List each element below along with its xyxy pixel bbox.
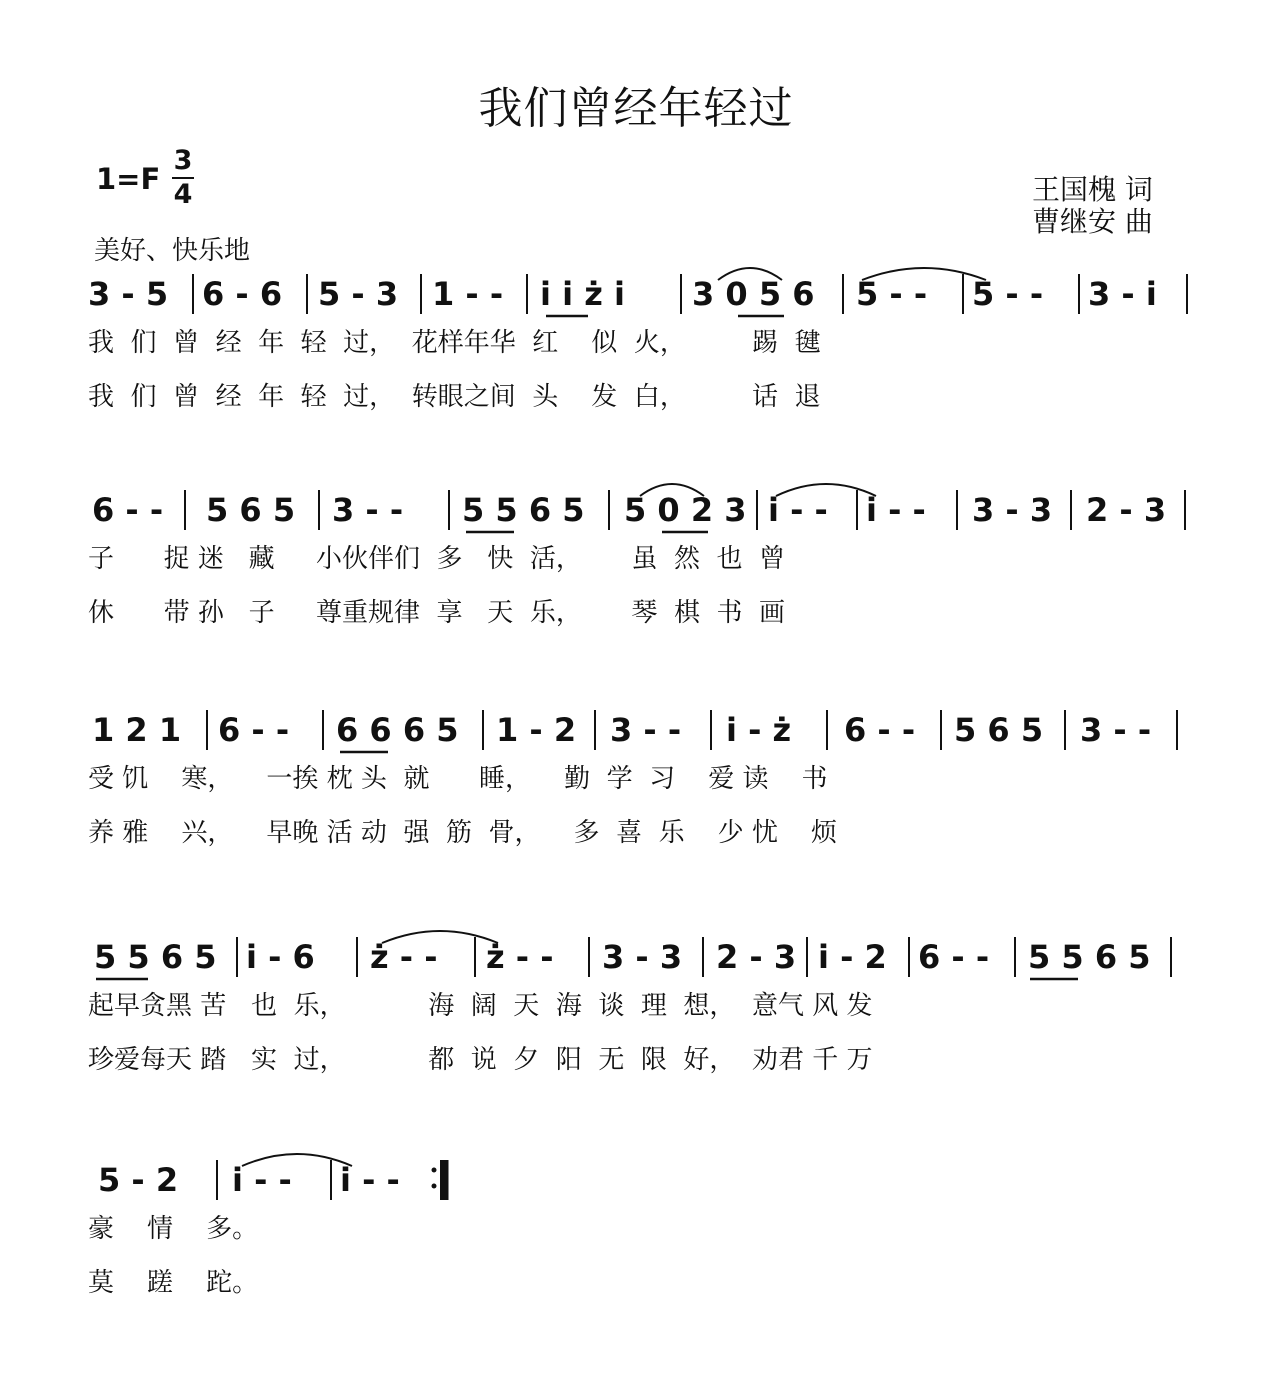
lyrics-verse-1: 起早贪黑 苦 也 乐， 海 阔 天 海 谈 理 想， 意气 风 发 bbox=[88, 991, 873, 1021]
measure: 6 - - bbox=[92, 491, 164, 529]
measure: i - - bbox=[866, 491, 926, 529]
bar-line bbox=[474, 937, 476, 977]
measure: 1 2 1 bbox=[92, 711, 182, 749]
measure: ż - - bbox=[486, 938, 554, 976]
lyrics-verse-2: 莫 蹉 跎。 bbox=[88, 1268, 259, 1298]
notes-line bbox=[0, 1158, 1272, 1206]
tempo-marking: 美好、快乐地 bbox=[94, 236, 251, 266]
bar-line bbox=[236, 937, 238, 977]
measure: i - - bbox=[768, 491, 828, 529]
song-title: 我们曾经年轻过 bbox=[478, 83, 794, 134]
bar-line bbox=[184, 490, 186, 530]
score-system bbox=[0, 935, 1272, 1075]
measure: 3 - - bbox=[332, 491, 404, 529]
measure: 5 6 5 bbox=[206, 491, 296, 529]
measure: 6 6 6 5 bbox=[336, 711, 459, 749]
bar-line bbox=[1070, 490, 1072, 530]
notes-line bbox=[0, 272, 1272, 320]
lyrics-verse-1: 受 饥 寒， 一挨 枕 头 就 睡， 勤 学 习 爱 读 书 bbox=[88, 764, 828, 794]
bar-line bbox=[588, 937, 590, 977]
bar-line bbox=[710, 710, 712, 750]
time-signature bbox=[172, 146, 194, 210]
bar-line bbox=[1176, 710, 1178, 750]
measure: 5 - 2 bbox=[98, 1161, 179, 1199]
measure: 3 - - bbox=[1080, 711, 1152, 749]
time-signature-top: 3 bbox=[173, 145, 193, 176]
measure: i - 6 bbox=[246, 938, 315, 976]
measure: i - 2 bbox=[818, 938, 887, 976]
measure: 5 5 6 5 bbox=[94, 938, 217, 976]
bar-line bbox=[1078, 274, 1080, 314]
measure: 2 - 3 bbox=[1086, 491, 1167, 529]
measure: 3 0 5 6 bbox=[692, 275, 815, 313]
measure: 3 - 3 bbox=[972, 491, 1053, 529]
measure: 3 - 3 bbox=[602, 938, 683, 976]
bar-line bbox=[1184, 490, 1186, 530]
bar-line bbox=[306, 274, 308, 314]
measure: 6 - - bbox=[844, 711, 916, 749]
measure: 2 - 3 bbox=[716, 938, 797, 976]
measure: 5 5 6 5 bbox=[1028, 938, 1151, 976]
measure: 5 - 3 bbox=[318, 275, 399, 313]
bar-line bbox=[608, 490, 610, 530]
measure: i - ż bbox=[726, 711, 792, 749]
bar-line bbox=[216, 1160, 218, 1200]
bar-line bbox=[756, 490, 758, 530]
notes-line bbox=[0, 488, 1272, 536]
score-system bbox=[0, 272, 1272, 412]
measure: 6 - - bbox=[918, 938, 990, 976]
lyrics-verse-2: 养 雅 兴， 早晚 活 动 强 筋 骨， 多 喜 乐 少 忧 烦 bbox=[88, 818, 837, 848]
score-system bbox=[0, 488, 1272, 628]
bar-line bbox=[680, 274, 682, 314]
bar-line bbox=[482, 710, 484, 750]
measure: 3 - 5 bbox=[88, 275, 169, 313]
measure: 5 - - bbox=[972, 275, 1044, 313]
bar-line bbox=[330, 1160, 332, 1200]
repeat-end-bar-line bbox=[440, 1160, 445, 1200]
bar-line bbox=[956, 490, 958, 530]
bar-line bbox=[1014, 937, 1016, 977]
measure: i - - bbox=[340, 1161, 400, 1199]
lyrics-verse-2: 休 带 孙 子 尊重规律 享 天 乐， 琴 棋 书 画 bbox=[88, 598, 785, 628]
measure: 5 0 2 3 bbox=[624, 491, 747, 529]
bar-line bbox=[1064, 710, 1066, 750]
score-system bbox=[0, 1158, 1272, 1298]
measure: i - - bbox=[232, 1161, 292, 1199]
bar-line bbox=[526, 274, 528, 314]
bar-line bbox=[1186, 274, 1188, 314]
measure: 3 - - bbox=[610, 711, 682, 749]
bar-line bbox=[448, 490, 450, 530]
lyrics-verse-2: 我 们 曾 经 年 轻 过， 转眼之间 头 发 白， 话 退 bbox=[88, 382, 821, 412]
bar-line bbox=[702, 937, 704, 977]
measure: 1 - - bbox=[432, 275, 504, 313]
bar-line bbox=[806, 937, 808, 977]
bar-line bbox=[420, 274, 422, 314]
lyricist-credit: 王国槐 词 bbox=[1032, 173, 1153, 206]
bar-line bbox=[962, 274, 964, 314]
score-system bbox=[0, 708, 1272, 848]
measure: 5 - - bbox=[856, 275, 928, 313]
notes-line bbox=[0, 708, 1272, 756]
bar-line bbox=[206, 710, 208, 750]
measure: 1 - 2 bbox=[496, 711, 577, 749]
composer-credit: 曹继安 曲 bbox=[1032, 205, 1153, 238]
notes-line bbox=[0, 935, 1272, 983]
bar-line bbox=[908, 937, 910, 977]
bar-line bbox=[842, 274, 844, 314]
measure: 5 6 5 bbox=[954, 711, 1044, 749]
key-signature: 1=F bbox=[96, 162, 161, 196]
time-signature-bottom: 4 bbox=[173, 179, 193, 210]
measure: ż - - bbox=[370, 938, 438, 976]
lyrics-verse-1: 我 们 曾 经 年 轻 过， 花样年华 红 似 火， 踢 毽 bbox=[88, 328, 821, 358]
bar-line bbox=[826, 710, 828, 750]
bar-line bbox=[856, 490, 858, 530]
bar-line bbox=[594, 710, 596, 750]
measure: 3 - i bbox=[1088, 275, 1157, 313]
bar-line bbox=[322, 710, 324, 750]
bar-line bbox=[1170, 937, 1172, 977]
bar-line bbox=[940, 710, 942, 750]
measure: 6 - - bbox=[218, 711, 290, 749]
lyrics-verse-2: 珍爱每天 踏 实 过， 都 说 夕 阳 无 限 好， 劝君 千 万 bbox=[88, 1045, 873, 1075]
measure: 6 - 6 bbox=[202, 275, 283, 313]
lyrics-verse-1: 豪 情 多。 bbox=[88, 1214, 259, 1244]
measure: 5 5 6 5 bbox=[462, 491, 585, 529]
bar-line bbox=[318, 490, 320, 530]
measure: i i ż i bbox=[540, 275, 625, 313]
bar-line bbox=[356, 937, 358, 977]
bar-line bbox=[192, 274, 194, 314]
lyrics-verse-1: 子 捉 迷 藏 小伙伴们 多 快 活， 虽 然 也 曾 bbox=[88, 544, 785, 574]
